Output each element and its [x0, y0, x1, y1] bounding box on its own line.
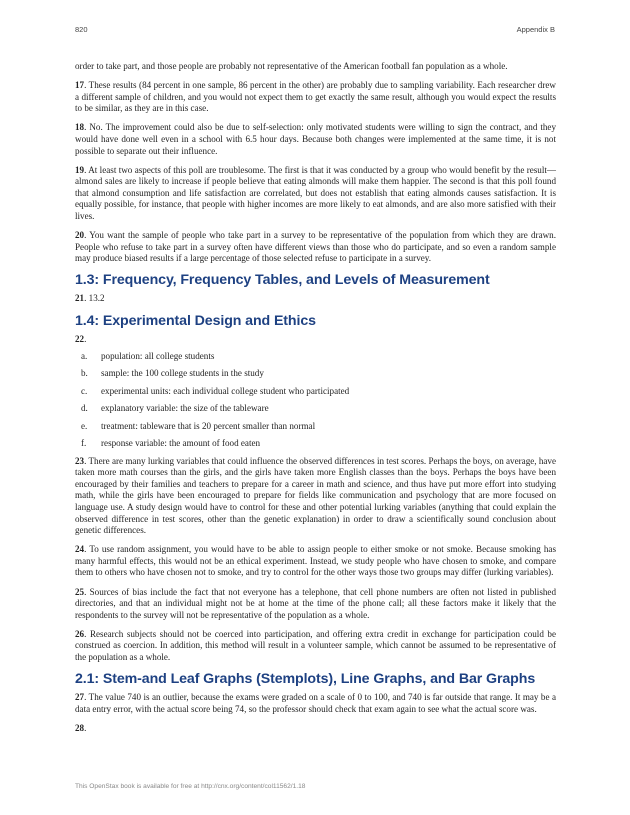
list-item-text: response variable: the amount of food eaten [101, 438, 261, 449]
list-item-text: experimental units: each individual college student who participated [101, 385, 350, 396]
list-marker: c. [81, 385, 88, 396]
section-heading-1-4: 1.4: Experimental Design and Ethics [75, 312, 316, 329]
answer-number: 24 [75, 544, 85, 555]
answer-19: 19. At least two aspects of this poll are troublesome. The first is that it was conducted by a group who would benefit by the result—almond sales are likely to increase if people believe that eating almonds will make them happier. The second is that this poll found that almond consumption and life satisfaction are correlated, but does not establish that eating almonds causes satisfaction. It is equally possible, for instance, that people with higher incomes are more likely to eat almonds, and are also more satisfied with their lives. [75, 164, 557, 222]
list-marker: f. [81, 438, 87, 449]
answer-27: 27. The value 740 is an outlier, because the exams were graded on a scale of 0 to 100, and 740 is far outside that range. It may be a data entry error, with the actual score being 74, so the professor should check that exam again to see what the actual score was. [75, 692, 556, 714]
section-heading-1-3: 1.3: Frequency, Frequency Tables, and Levels of Measurement [75, 272, 490, 289]
answer-text: At least two aspects of this poll are troublesome. The first is that it was conducted by a group who would benefit by the result—almond sales are likely to increase if people believe that eating almonds will make them happier. The second is that this poll found that almond consumption and life satisfaction are correlated, but does not establish that eating almonds causes satisfaction. It is equally possible, for instance, that people with higher incomes are more likely to eat almonds, and are also more satisfied with their lives. [75, 164, 557, 222]
answer-number: 27 [75, 692, 85, 703]
answer-text: You want the sample of people who take part in a survey to be representative of the population from which they are drawn. People who refuse to take part in a survey often have different views than those who do participate, and so even a random sample may produce biased results if a large percentage of those selected refuse to participate in a survey. [75, 230, 556, 264]
page-header [75, 25, 555, 34]
list-item [75, 421, 556, 433]
answer-number: 25 [75, 586, 85, 597]
list-marker: b. [81, 368, 88, 379]
answer-26: 26. Research subjects should not be coerced into participation, and offering extra credit in exchange for participation could be construed as coercion. In addition, this method will result in a volunteer sample, which cannot be assumed to be representative of the population as a whole. [75, 628, 557, 663]
answer-25: 25. Sources of bias include the fact that not everyone has a telephone, that cell phone numbers are often not listed in published directories, and that an individual might not be at home at the time of the phone call; all these factors make it likely that the respondents to the survey will not be representative of the population as a whole. [75, 586, 557, 620]
list-item [75, 386, 556, 398]
list-marker: e. [81, 420, 88, 431]
list-marker: a. [81, 351, 88, 362]
answer-18: 18. No. The improvement could also be due to self-selection: only motivated students were willing to sign the contract, and they would have done well even in a school with 6.5 hour days. Because both changes were implemented at the same time, it is not possible to separate out their influence. [75, 122, 557, 156]
answer-text: These results (84 percent in one sample, 86 percent in the other) are probably due to sampling variability. Each researcher drew a different sample of children, and you would not expect them to get exactly the same result, although you would expect the results to be similar, as they are in this case. [75, 80, 556, 114]
answer-text: 13.2 [88, 293, 105, 304]
answer-number: 21 [75, 293, 85, 304]
answer-24: 24. To use random assignment, you would have to be able to assign people to either smoke or not smoke. Because smoking has many harmful effects, this would not be an ethical experiment. Instead, we study people who have chosen to smoke, and compare them to others who have chosen not to smoke, and try to control for the other ways those two groups may differ (lurking variables). [75, 544, 556, 578]
list-item [75, 438, 556, 450]
list-marker: d. [81, 403, 88, 414]
list-item [75, 403, 556, 415]
answer-number: 26 [75, 628, 85, 639]
answer-22-list [75, 351, 556, 450]
answer-number: 17 [75, 80, 85, 91]
answer-text: To use random assignment, you would have to be able to assign people to either smoke or not smoke. Because smoking has many harmful effects, this would not be an ethical experiment. Instead, we study people who have chosen to smoke, and compare them to others who have chosen not to smoke, and try to control for the other ways those two groups may differ (lurking variables). [75, 544, 556, 578]
list-item [75, 351, 556, 363]
answer-17: 17. These results (84 percent in one sample, 86 percent in the other) are probably due to sampling variability. Each researcher drew a different sample of children, and you would not expect them to get exactly the same result, although you would expect the results to be similar, as they are in this case. [75, 80, 556, 114]
answer-text: Research subjects should not be coerced into participation, and offering extra credit in exchange for participation could be construed as coercion. In addition, this method will result in a volunteer sample, which cannot be assumed to be representative of the population as a whole. [75, 628, 557, 663]
answer-20: 20. You want the sample of people who take part in a survey to be representative of the population from which they are drawn. People who refuse to take part in a survey often have different views than those who do participate, and so even a random sample may produce biased results if a large percentage of those selected refuse to participate in a survey. [75, 230, 556, 264]
list-item-text: explanatory variable: the size of the tableware [101, 403, 269, 414]
answer-number: 23 [75, 455, 85, 466]
answer-22: 22. [75, 333, 87, 344]
running-head: Appendix B [516, 25, 555, 34]
list-item [75, 368, 556, 380]
section-heading-2-1: 2.1: Stem-and Leaf Graphs (Stemplots), Line Graphs, and Bar Graphs [75, 671, 536, 688]
answer-number: 19 [75, 164, 85, 175]
answer-28: 28. [75, 722, 87, 733]
page-content [75, 61, 556, 742]
answer-text: The value 740 is an outlier, because the exams were graded on a scale of 0 to 100, and 740 is far outside that range. It may be a data entry error, with the actual score being 74, so the professor should check that exam again to see what the actual score was. [75, 692, 556, 714]
answer-text: No. The improvement could also be due to self-selection: only motivated students were willing to sign the contract, and they would have done well even in a school with 6.5 hour days. Because both changes were implemented at the same time, it is not possible to separate out their influence. [75, 122, 557, 156]
answer-text: There are many lurking variables that could influence the observed differences in test scores. Perhaps the boys, on average, have taken more math courses than the girls, and the girls have taken more English classes than the boys. Perhaps the boys have been encouraged by their families and teachers to prepare for a career in math and science, and thus have put more effort into studying math, while the girls have been encouraged to prepare for fields like communication and psychology that are more focused on language use. A study design would have to control for these and other potential lurking variables (anything that could explain the observed difference in test scores, other than the genetic explanation) in order to draw a scientifically sound conclusion about genetic differences. [75, 455, 556, 536]
answer-number: 18 [75, 122, 85, 133]
page-number: 820 [75, 25, 88, 34]
list-item-text: sample: the 100 college students in the study [101, 368, 264, 379]
page-footer: This OpenStax book is available for free at http://cnx.org/content/col11562/1.18 [75, 783, 306, 790]
answer-number: 22 [75, 333, 85, 344]
answer-text: Sources of bias include the fact that not everyone has a telephone, that cell phone numbers are often not listed in published directories, and that an individual might not be at home at the time of the phone call; all these factors make it likely that the respondents to the survey will not be representative of the population as a whole. [75, 586, 557, 620]
answer-23: 23. There are many lurking variables that could influence the observed differences in test scores. Perhaps the boys, on average, have taken more math courses than the girls, and the girls have taken more English classes than the boys. Perhaps the boys have been encouraged by their families and teachers to prepare for a career in math and science, and thus have put more effort into studying math, while the girls have been encouraged to prepare for fields like communication and psychology that are more focused on language use. A study design would have to control for these and other potential lurking variables (anything that could explain the observed difference in test scores, other than the genetic explanation) in order to draw a scientifically sound conclusion about genetic differences. [75, 455, 556, 536]
answer-21: 21. 13.2 [75, 293, 105, 304]
answer-number: 20 [75, 230, 85, 241]
list-item-text: treatment: tableware that is 20 percent smaller than normal [101, 420, 316, 431]
paragraph-continuation: order to take part, and those people are probably not representative of the American football fan population as a whole. [75, 61, 508, 71]
answer-number: 28 [75, 722, 85, 733]
list-item-text: population: all college students [101, 351, 215, 362]
